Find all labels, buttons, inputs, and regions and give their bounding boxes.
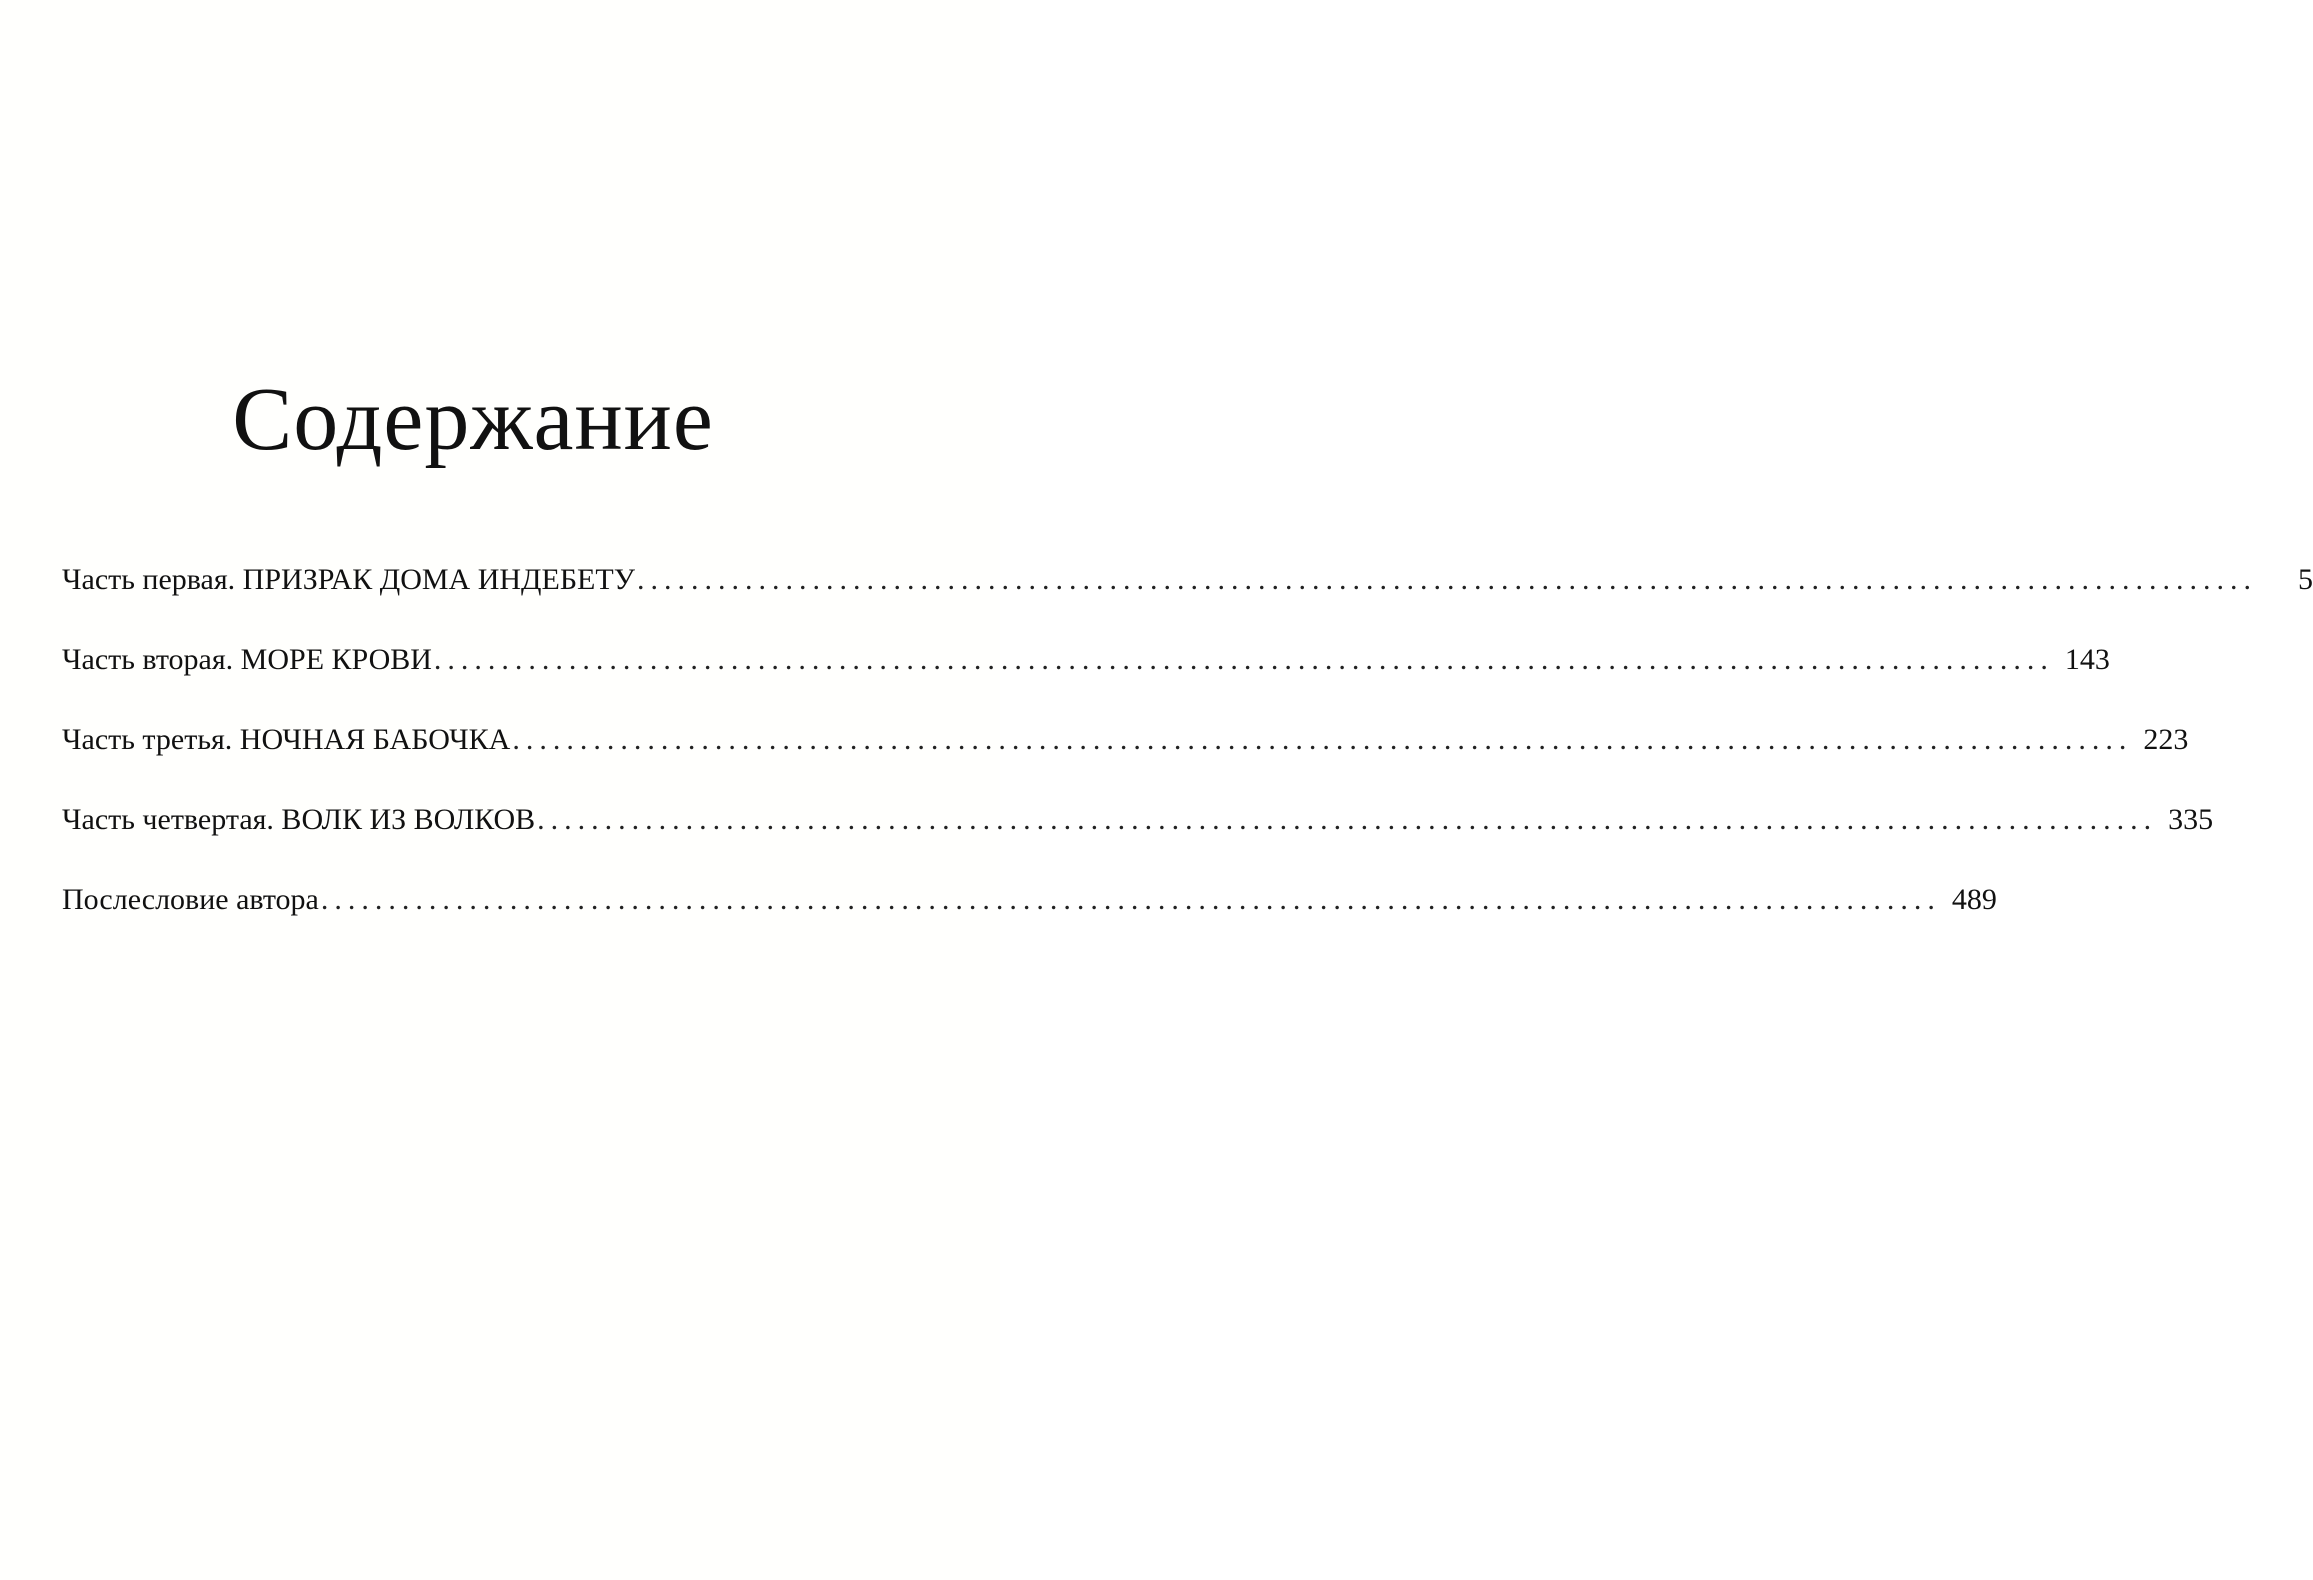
toc-entry-title: Часть вторая. МОРЕ КРОВИ [62, 643, 432, 676]
toc-entry-page-number: 5 [2297, 563, 2313, 596]
toc-entry-title: Послесловие автора [62, 883, 319, 916]
dot-leader: ........................................................................................................................ [320, 883, 1941, 916]
toc-entry-part-3 [62, 715, 2189, 795]
toc-entry-part-1 [62, 555, 2313, 635]
dot-leader: ........................................................................................................................ [512, 723, 2133, 756]
page-title: Содержание [232, 370, 714, 469]
toc-entry-title: Часть четвертая. ВОЛК ИЗ ВОЛКОВ [62, 803, 536, 836]
dot-leader: ........................................................................................................................ [433, 643, 2054, 676]
toc-entry-page-number: 143 [2064, 643, 2110, 676]
toc-entry-part-2 [62, 635, 2110, 715]
table-of-contents [62, 555, 2313, 955]
toc-entry-afterword [62, 875, 1997, 955]
toc-entry-part-4 [62, 795, 2214, 875]
toc-entry-page-number: 489 [1951, 883, 1997, 916]
toc-entry-title: Часть третья. НОЧНАЯ БАБОЧКА [62, 723, 511, 756]
toc-entry-page-number: 335 [2168, 803, 2214, 836]
toc-entry-page-number: 223 [2143, 723, 2189, 756]
toc-entry-title: Часть первая. ПРИЗРАК ДОМА ИНДЕБЕТУ [62, 563, 635, 596]
dot-leader: ........................................................................................................................ [537, 803, 2158, 836]
dot-leader: ........................................................................................................................ [636, 563, 2257, 596]
